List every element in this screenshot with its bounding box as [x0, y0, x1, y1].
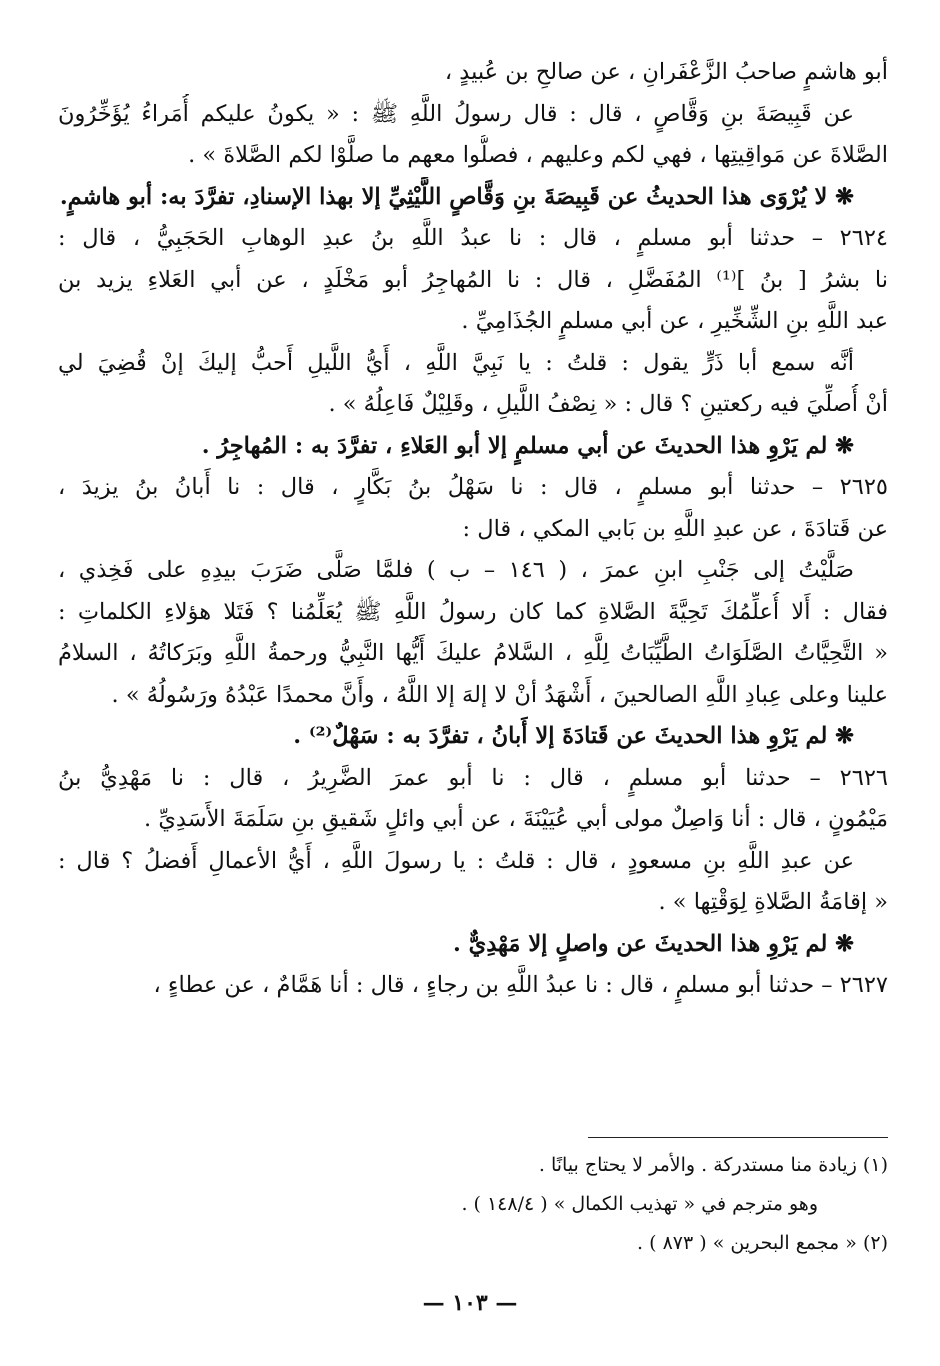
- text-line-7: عبد اللَّهِ بنِ الشِّخِّيرِ ، عن أبي مسلمٍ الجُذَامِيِّ .: [461, 308, 888, 334]
- text-line-20: عن عبدِ اللَّهِ بنِ مسعودٍ ، قال : قلتُ : يا رسولَ اللَّهِ ، أَيُّ الأعمالِ أَفضلُ ؟ قال :: [58, 847, 854, 874]
- hadith-2626-heading: ٢٦٢٦ – حدثنا أبو مسلمٍ ، قال : نا أبو عمرَ الضَّرِيرُ ، قال : نا مَهْدِيُّ بنُ: [58, 764, 888, 791]
- footnote-divider: [588, 1137, 888, 1138]
- footnotes: [58, 1146, 888, 1263]
- footnote-1: (١) زيادة منا مستدركة . والأمر لا يحتاج بيانًا .: [538, 1154, 888, 1176]
- text-line-3: الصَّلاةَ عن مَواقِيتِها ، فهي لكم وعليهم ، فصلُّوا معهم ما صلَّوْا لكم الصَّلاةَ » .: [188, 142, 888, 168]
- commentary-line-3: ❋ لم يَرْوِ هذا الحديثَ عن قَتادَةَ إلا أَبانُ ، تفرَّدَ به : سَهْلٌ⁽²⁾ .: [293, 723, 854, 749]
- text-line-8: أنَّه سمع أبا ذَرٍّ يقول : قلتُ : يا نَبِيَّ اللَّهِ ، أَيُّ اللَّيلِ أَحبُّ إليكَ إنْ قُضِيَ لي: [58, 349, 854, 376]
- text-line-12: عن قَتادَةَ ، عن عبدِ اللَّهِ بن بَابي المكي ، قال :: [462, 515, 888, 542]
- hadith-2627-heading: ٢٦٢٧ – حدثنا أبو مسلمٍ ، قال : نا عبدُ اللَّهِ بن رجاءٍ ، قال : أنا هَمَّامٌ ، عن عطاءٍ ،: [153, 972, 888, 998]
- footnote-2: (٢) « مجمع البحرين » ( ٨٧٣ ) .: [637, 1232, 888, 1254]
- text-line-15: « التَّحِيَّاتُ الصَّلَوَاتُ الطَّيِّبَاتُ لِلَّهِ ، السَّلامُ عليكَ أَيُّها النَّبِيُّ ورحمةُ اللَّهِ وبَرَكاتُهُ ، السلامُ: [58, 640, 888, 666]
- text-line-9: أنْ أُصلِّيَ فيه ركعتينِ ؟ قال : « نِصْفُ اللَّيلِ ، وقَلِيْلٌ فَاعِلُهُ » .: [328, 391, 888, 417]
- commentary-line-1: ❋ لا يُرْوَى هذا الحديثُ عن قَبِيصَةَ بنِ وَقَّاصٍ اللَّيْثِيِّ إلا بهذا الإسنادِ، تفرَّدَ به: أبو هاشمٍ.: [59, 183, 854, 210]
- commentary-line-2: ❋ لم يَرْوِ هذا الحديثَ عن أبي مسلمٍ إلا أبو العَلاءِ ، تفرَّدَ به : المُهاجِرُ .: [201, 432, 854, 459]
- text-line-21: « إقامَةُ الصَّلاةِ لِوَقْتِها » .: [658, 889, 888, 915]
- text-line-14: فقال : أَلا أُعلِّمُكَ تَحِيَّةَ الصَّلاةِ كما كان رسولُ اللَّهِ ﷺ يُعَلِّمُنا ؟ فَتَلا هؤلاءِ الكلماتِ :: [58, 598, 888, 625]
- hadith-2625-heading: ٢٦٢٥ – حدثنا أبو مسلمٍ ، قال : نا سَهْلُ بنُ بَكَّارٍ ، قال : نا أَبانُ بنُ يزيدَ ،: [58, 474, 888, 500]
- hadith-2624-heading: ٢٦٢٤ – حدثنا أبو مسلمٍ ، قال : نا عبدُ اللَّهِ بنُ عبدِ الوهابِ الحَجَبِيُّ ، قال :: [58, 225, 888, 251]
- text-line-19: مَيْمُونٍ ، قال : أنا وَاصِلٌ مولى أبي عُيَيْنَةَ ، عن أبي وائلٍ شَقيقِ بنِ سَلَمَةَ الأَسَدِيِّ .: [144, 806, 888, 832]
- page-number: — ١٠٣ —: [422, 1290, 518, 1316]
- text-line-16: علينا وعلى عِبادِ اللَّهِ الصالحينَ ، أَشْهَدُ أنْ لا إلهَ إلا اللَّهُ ، وأَنَّ محمدًا عَبْدُهُ ورَسُولُهُ » .: [111, 681, 888, 708]
- text-line-6: نا بشرُ [ بنُ ]⁽¹⁾ المُفَضَّلِ ، قال : نا المُهاجِرُ أبو مَخْلَدٍ ، عن أبي العَلاءِ يزيد بن: [58, 266, 888, 293]
- text-line-1: أبو هاشمٍ صاحبُ الزَّعْفَرانِ ، عن صالحِ بن عُبيدٍ ،: [444, 59, 888, 85]
- text-line-13: صَلَّيْتُ إلى جَنْبِ ابنِ عمرَ ، ( ١٤٦ – ب ) فلمَّا صَلَّى ضَرَبَ بيدِهِ على فَخِذي ،: [58, 557, 854, 583]
- commentary-line-4: ❋ لم يَرْوِ هذا الحديثَ عن واصلٍ إلا مَهْدِيٌّ .: [452, 930, 854, 957]
- footnote-1-continued: وهو مترجم في « تهذيب الكمال » ( ١٤٨/٤ ) .: [461, 1193, 818, 1215]
- text-line-2: عن قَبِيصَةَ بنِ وَقَّاصٍ ، قال : قال رسولُ اللَّهِ ﷺ : « يكونُ عليكم أُمَراءُ يُؤَخِّرُونَ: [58, 100, 854, 127]
- page-body: [58, 52, 888, 1007]
